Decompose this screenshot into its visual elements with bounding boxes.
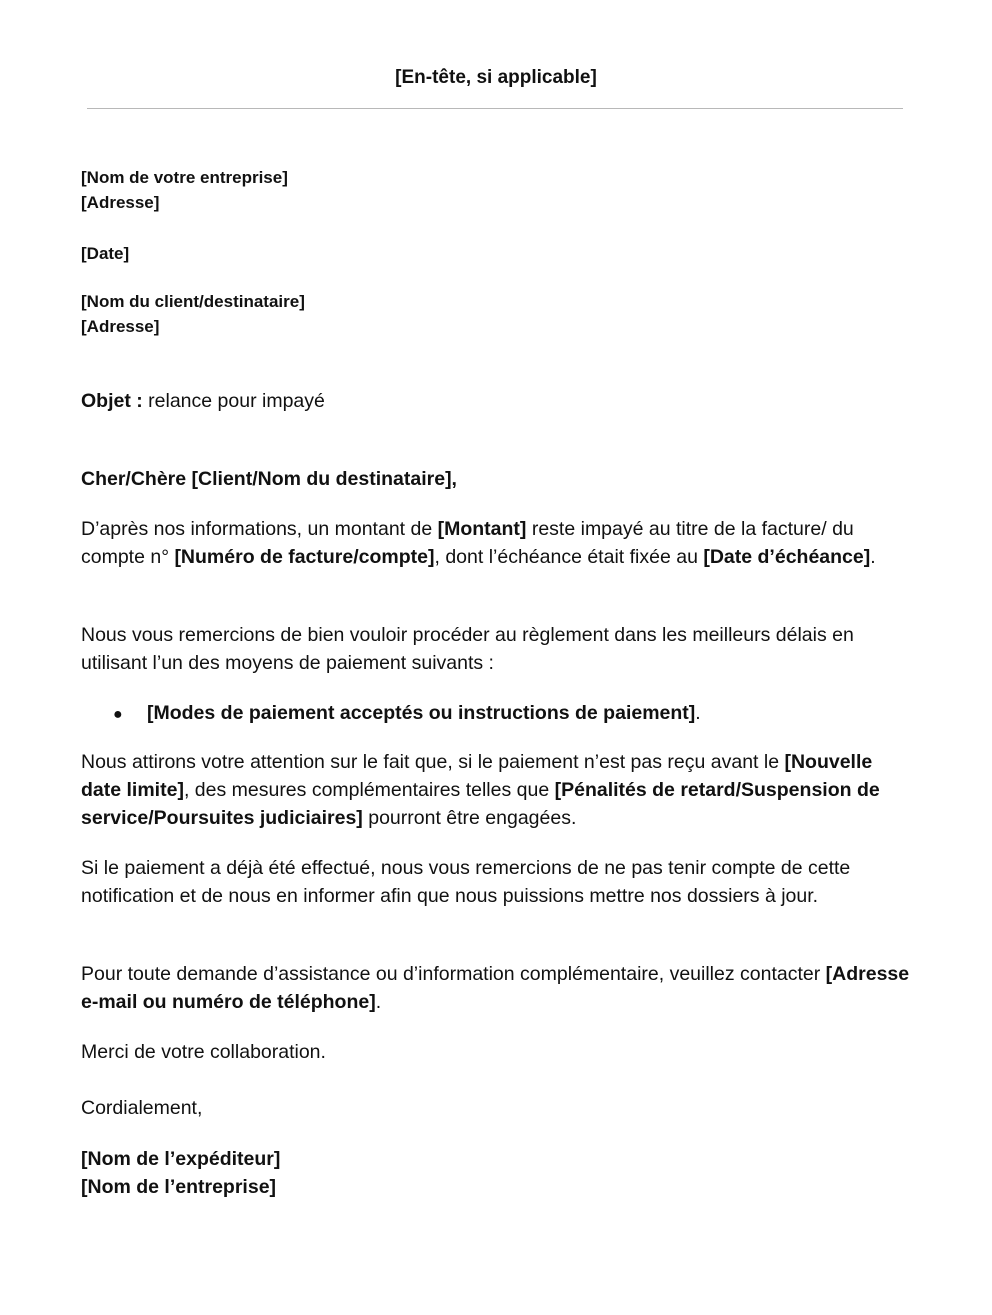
invoice-number-placeholder: [Numéro de facture/compte] (174, 546, 435, 568)
recipient-name: [Nom du client/destinataire] (81, 292, 305, 311)
recipient-block (81, 289, 911, 339)
salutation: Cher/Chère [Client/Nom du destinataire], (81, 468, 457, 490)
penalties-placeholder: [Pénalités de retard/Suspension de service/Poursuites judiciaires] (81, 779, 880, 829)
para3-text-3: pourront être engagées. (362, 807, 577, 829)
sender-address: [Adresse] (81, 193, 160, 212)
amount-placeholder: [Montant] (437, 518, 527, 540)
para1-text-1: D’après nos informations, un montant de (81, 518, 438, 540)
paragraph-contact (81, 960, 911, 1016)
sender-block (81, 165, 911, 215)
due-date-placeholder: [Date d’échéance] (703, 546, 871, 568)
bullet-text: . (695, 702, 701, 724)
header-title: [En-tête, si applicable] (395, 67, 597, 88)
signature-company: [Nom de l’entreprise] (81, 1176, 277, 1198)
letter-date: [Date] (81, 244, 130, 263)
signature-sender: [Nom de l’expéditeur] (81, 1148, 281, 1170)
para1-text-4: . (870, 546, 876, 568)
thanks-line: Merci de votre collaboration. (81, 1041, 326, 1063)
para3-text-1: Nous attirons votre attention sur le fait que, si le paiement n’est pas reçu avant le (81, 751, 785, 773)
recipient-address: [Adresse] (81, 317, 160, 336)
new-deadline-placeholder: [Nouvelle date limite] (81, 751, 873, 801)
paragraph-deadline (81, 748, 911, 832)
signature-block (81, 1145, 911, 1201)
paragraph-already-paid: Si le paiement a déjà été effectué, nous vous remercions de ne pas tenir compte de cette notification et de nous en informer afin que nous puissions mettre nos dossiers à jour. (81, 857, 851, 907)
header-divider (87, 108, 903, 109)
para1-text-2: reste impayé au titre de la facture/ du compte n° (81, 518, 854, 568)
subject-line (81, 387, 911, 415)
paragraph-payment-request: Nous vous remercions de bien vouloir procéder au règlement dans les meilleurs délais en utilisant l’un des moyens de paiement suivants : (81, 624, 854, 674)
contact-placeholder: [Adresse e-mail ou numéro de téléphone] (81, 963, 910, 1013)
closing-line: Cordialement, (81, 1097, 203, 1119)
subject-label: Objet : (81, 390, 143, 412)
payment-methods-placeholder: [Modes de paiement acceptés ou instructions de paiement] (147, 702, 696, 724)
subject-text: relance pour impayé (142, 390, 325, 412)
sender-company: [Nom de votre entreprise] (81, 168, 288, 187)
para1-text-3: , dont l’échéance était fixée au (434, 546, 704, 568)
paragraph-amount (81, 515, 911, 571)
bullet-icon: ● (113, 706, 123, 723)
para3-text-2: , des mesures complémentaires telles que (183, 779, 555, 801)
para5-text-2: . (375, 991, 382, 1013)
para5-text-1: Pour toute demande d’assistance ou d’information complémentaire, veuillez contacter (81, 963, 826, 985)
payment-methods-list-item (113, 699, 903, 729)
